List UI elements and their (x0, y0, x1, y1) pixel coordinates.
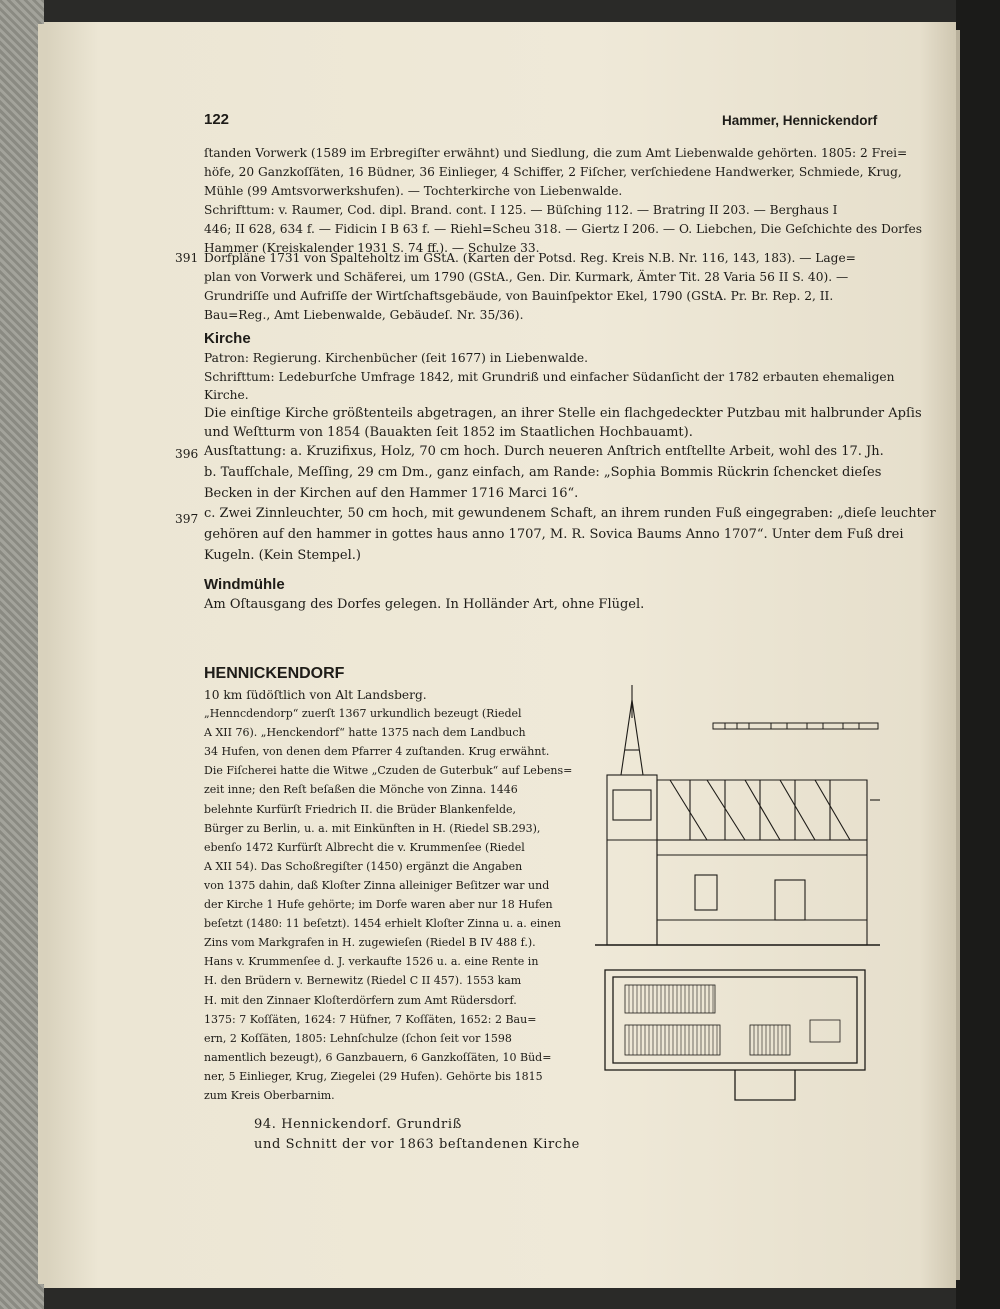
margin-number: 396 (175, 447, 199, 461)
page-number: 122 (204, 111, 230, 128)
text-line: Schrifttum: v. Raumer, Cod. dipl. Brand. cont. I 125. — Büſching 112. — Bratring II 203. — Berghaus I (204, 203, 838, 217)
text-line: Kirche. (204, 388, 249, 402)
text-line: zeit inne; den Reſt beſaßen die Mönche von Zinna. 1446 (204, 783, 518, 797)
text-line: Hans v. Krummenſee d. J. verkaufte 1526 u. a. eine Rente in (204, 955, 539, 969)
section-heading-kirche: Kirche (204, 330, 251, 347)
text-line: ebenſo 1472 Kurfürſt Albrecht die v. Krummenſee (Riedel (204, 840, 525, 854)
text-line: A XII 54). Das Schoßregiſter (1450) ergänzt die Angaben (204, 859, 523, 873)
church-plan-figure (595, 680, 885, 1080)
text-line: Schrifttum: Ledeburſche Umfrage 1842, mit Grundriß und einfacher Südanſicht der 1782 erbauten ehemaligen (204, 370, 895, 384)
scale-bar (713, 723, 878, 729)
text-line: ner, 5 Einlieger, Krug, Ziegelei (29 Hufen). Gehörte bis 1815 (204, 1069, 543, 1083)
text-line: Ausſtattung: a. Kruzifixus, Holz, 70 cm hoch. Durch neueren Anſtrich entſtellte Arbeit, wohl des 17. Jh. (204, 444, 884, 459)
text-line: Am Oſtausgang des Dorfes gelegen. In Holländer Art, ohne Flügel. (204, 597, 645, 612)
text-line: 34 Hufen, von denen dem Pfarrer 4 zuſtanden. Krug erwähnt. (204, 745, 550, 759)
text-line: Die einſtige Kirche größtenteils abgetragen, an ihrer Stelle ein flachgedeckter Putzbau mit halbrunder Apſis (204, 406, 922, 421)
text-line: beſetzt (1480: 11 beſetzt). 1454 erhielt Kloſter Zinna u. a. einen (204, 917, 561, 931)
text-line: Grundriſſe und Aufriſſe der Wirtſchaftsgebäude, von Bauinſpektor Ekel, 1790 (GStA. Pr. Br. Rep. 2, II. (204, 289, 834, 303)
text-line: 1375: 7 Koſſäten, 1624: 7 Hüfner, 7 Koſſäten, 1652: 2 Bau= (204, 1012, 537, 1026)
text-line: Patron: Regierung. Kirchenbücher (ſeit 1677) in Liebenwalde. (204, 351, 588, 365)
text-line: namentlich bezeugt), 6 Ganzbauern, 6 Ganzkoſſäten, 10 Büd= (204, 1050, 552, 1064)
figure-caption-line-1: 94. Hennickendorf. Grundriß (254, 1117, 462, 1132)
section-heading-hennickendorf: HENNICKENDORF (204, 665, 345, 682)
text-line: c. Zwei Zinnleuchter, 50 cm hoch, mit gewundenem Schaft, an ihrem runden Fuß eingegraben: „dieſe leuchter (204, 506, 936, 521)
text-line: Becken in der Kirchen auf den Hammer 1716 Marci 16“. (204, 486, 579, 501)
text-line: Mühle (99 Amtsvorwerkshufen). — Tochterkirche von Liebenwalde. (204, 184, 623, 198)
text-line: Bürger zu Berlin, u. a. mit Einkünften in H. (Riedel SB.293), (204, 821, 541, 835)
margin-number: 397 (175, 512, 199, 526)
background-dark (956, 0, 1000, 1309)
text-line: ſtanden Vorwerk (1589 im Erbregiſter erwähnt) und Siedlung, die zum Amt Liebenwalde gehörten. 1805: 2 Frei= (204, 146, 908, 160)
text-line: der Kirche 1 Hufe gehörte; im Dorfe waren aber nur 18 Hufen (204, 898, 553, 911)
page-fore-edge (956, 30, 960, 1280)
text-line: Bau=Reg., Amt Liebenwalde, Gebäudeſ. Nr. 35/36). (204, 308, 524, 322)
text-line: Dorfpläne 1731 von Spalteholtz im GStA. (Karten der Potsd. Reg. Kreis N.B. Nr. 116, 143, 183). — Lage= (204, 251, 856, 265)
text-line: Kugeln. (Kein Stempel.) (204, 548, 361, 563)
text-line: Die Fiſcherei hatte die Witwe „Czuden de Guterbuk“ auf Lebens= (204, 764, 573, 778)
margin-number: 391 (175, 251, 199, 265)
text-line: A XII 76). „Henckendorf“ hatte 1375 nach dem Landbuch (204, 726, 526, 740)
section-heading-windmuehle: Windmühle (204, 576, 285, 593)
figure-caption-line-2: und Schnitt der vor 1863 beſtandenen Kirche (254, 1137, 580, 1152)
text-line: gehören auf den hammer in gottes haus anno 1707, M. R. Sovica Baums Anno 1707“. Unter dem Fuß drei (204, 527, 904, 542)
text-line: 446; II 628, 634 f. — Fidicin I B 63 f. — Riehl=Scheu 318. — Giertz I 206. — O. Liebchen, Die Geſchichte des Dorfes (204, 222, 922, 236)
text-line: H. mit den Zinnaer Kloſterdörfern zum Amt Rüdersdorf. (204, 993, 517, 1007)
page-gutter (38, 24, 46, 1284)
text-line: plan von Vorwerk und Schäferei, um 1790 (GStA., Gen. Dir. Kurmark, Ämter Tit. 28 Varia 56 II S. 40). — (204, 270, 849, 284)
text-line: und Weſtturm von 1854 (Bauakten ſeit 1852 im Staatlichen Hochbauamt). (204, 425, 693, 440)
text-line: Hammer (Kreiskalender 1931 S. 74 ff.). — Schulze 33. (204, 241, 540, 255)
text-line: Zins vom Markgrafen in H. zugewieſen (Riedel B IV 488 f.). (204, 936, 536, 950)
running-title: Hammer, Hennickendorf (722, 113, 878, 128)
text-line: „Henncdendorp“ zuerſt 1367 urkundlich bezeugt (Riedel (204, 707, 522, 720)
text-line: von 1375 dahin, daß Kloſter Zinna alleiniger Beſitzer war und (204, 878, 550, 892)
text-line: b. Taufſchale, Meſſing, 29 cm Dm., ganz einfach, am Rande: „Sophia Bommis Rückrin ſchencket dieſes (204, 465, 882, 480)
text-line: ern, 2 Koſſäten, 1805: Lehnſchulze (ſchon ſeit vor 1598 (204, 1031, 512, 1045)
text-line: zum Kreis Oberbarnim. (204, 1089, 335, 1102)
text-line: höfe, 20 Ganzkoſſäten, 16 Büdner, 36 Einlieger, 4 Schiffer, 2 Fiſcher, verſchiedene Handwerker, Schmiede, Krug, (204, 165, 902, 179)
text-line: H. den Brüdern v. Bernewitz (Riedel C II 457). 1553 kam (204, 974, 522, 988)
text-line: belehnte Kurfürſt Friedrich II. die Brüder Blankenfelde, (204, 802, 517, 816)
location-line: 10 km ſüdöſtlich von Alt Landsberg. (204, 688, 427, 702)
